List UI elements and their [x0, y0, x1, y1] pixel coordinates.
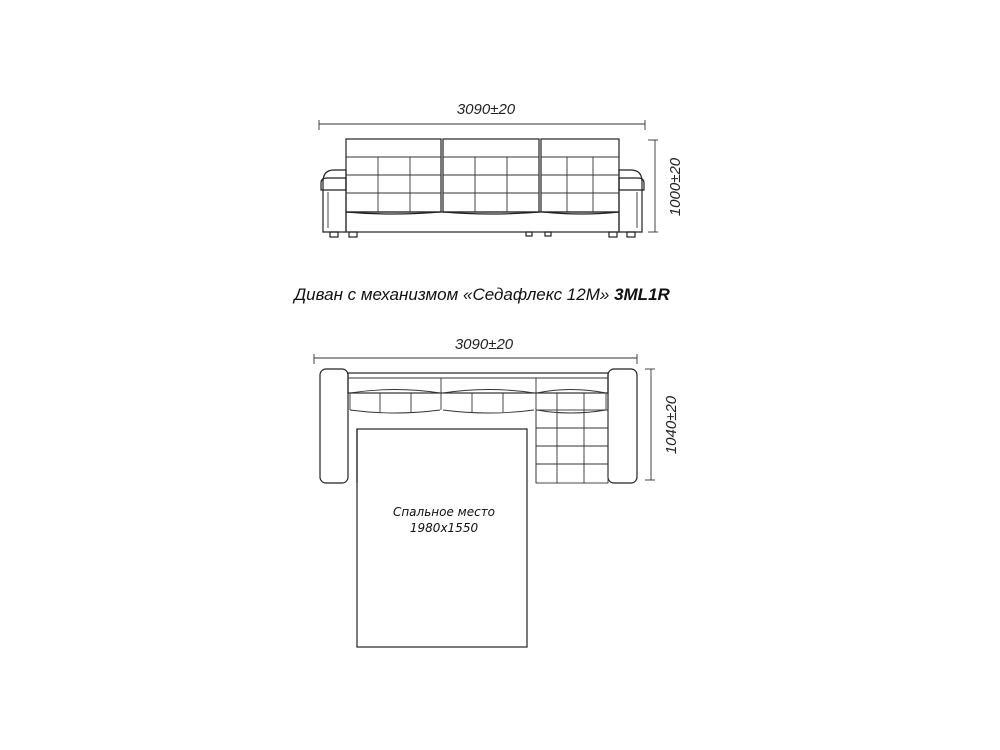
front-width-dimension	[319, 101, 645, 130]
plan-view	[314, 336, 680, 647]
plan-depth-dimension	[645, 369, 680, 480]
sleeping-area-size: 1980х1550	[409, 521, 479, 535]
product-title: Диван с механизмом «Седафлекс 12М» 3ML1R	[294, 285, 670, 304]
front-width-label: 3090±20	[456, 101, 516, 118]
plan-width-dimension	[314, 336, 637, 364]
sleeping-area	[357, 429, 527, 647]
plan-right-armrest	[608, 369, 637, 483]
plan-left-armrest	[320, 369, 348, 483]
front-height-label: 1000±20	[667, 157, 684, 217]
plan-right-seat-grid	[536, 410, 608, 483]
sleeping-area-label: Спальное место	[392, 505, 496, 519]
front-height-dimension	[648, 140, 684, 232]
product-model: 3ML1R	[614, 285, 670, 304]
front-legs	[330, 232, 635, 237]
front-back-middle	[443, 139, 539, 212]
plan-depth-label: 1040±20	[663, 395, 680, 455]
front-tufting	[346, 157, 619, 212]
plan-width-label: 3090±20	[454, 336, 514, 353]
front-view	[319, 101, 684, 237]
front-base	[346, 212, 619, 232]
front-back-left	[346, 139, 441, 212]
front-left-armrest	[321, 170, 346, 232]
front-right-armrest	[619, 170, 644, 232]
front-back-right	[541, 139, 619, 212]
